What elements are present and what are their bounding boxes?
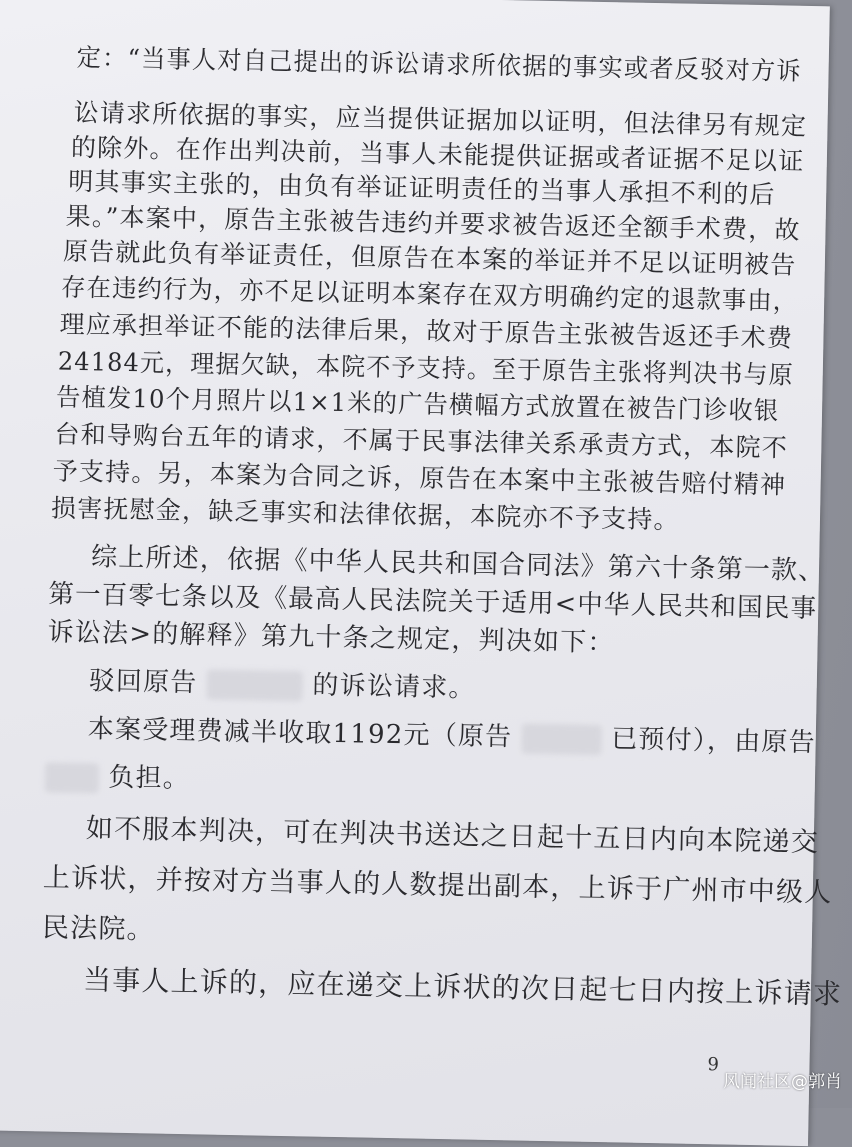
body-line-6: 原告就此负有举证责任，但原告在本案的举证并不足以证明被告: [63, 232, 797, 282]
body-line-2: 讼请求所依据的事实，应当提供证据加以证明，但法律另有规定: [73, 93, 807, 143]
body-line-11: 台和导购台五年的请求，不属于民事法律关系承责方式，本院不: [54, 415, 788, 465]
body-line-13: 损害抚慰金，缺乏事实和法律依据，本院亦不予支持。: [51, 488, 680, 536]
verdict-fee-middle: 已预付），由原告: [611, 724, 816, 758]
verdict-fee-continuation: 负担。: [108, 763, 190, 795]
appeal-line-2: 上诉状，并按对方当事人的人数提出副本，上诉于广州市中级人: [43, 855, 833, 909]
redacted-plaintiff-name-2: [521, 724, 602, 756]
verdict-fee-line: [88, 708, 817, 759]
redacted-plaintiff-name-3: [45, 762, 100, 793]
verdict-reject-prefix: 驳回原告: [88, 666, 197, 698]
summary-line-3: 诉讼法>的解释》第九十条之规定，判决如下：: [47, 611, 615, 659]
verdict-fee-prefix: 本案受理费减半收取1192元（原告: [88, 714, 513, 752]
appeal-line-4: 当事人上诉的，应在递交上诉状的次日起七日内按上诉请求: [83, 958, 843, 1013]
body-line-9: 24184元，理据欠缺，本院不予支持。至于原告主张将判决书与原: [58, 342, 795, 392]
body-line-1: 定：“当事人对自己提出的诉讼请求所依据的事实或者反驳对方诉: [76, 38, 802, 88]
body-line-8: 理应承担举证不能的法律后果，故对于原告主张被告返还手术费: [59, 305, 793, 355]
summary-line-1: 综上所述，依据《中华人民共和国合同法》第六十条第一款、: [91, 536, 826, 587]
body-line-5: 果。”本案中，原告主张被告违约并要求被告返还全额手术费，故: [65, 197, 801, 247]
summary-line-2: 第一百零七条以及《最高人民法院关于适用<中华人民共和国民事: [48, 573, 817, 625]
verdict-reject-suffix: 的诉讼请求。: [312, 671, 476, 704]
page-number: 9: [707, 1054, 720, 1075]
body-line-4: 明其事实主张的，由负有举证证明责任的当事人承担不利的后: [68, 162, 776, 212]
appeal-line-3: 民法院。: [42, 905, 156, 946]
redacted-plaintiff-name: [207, 669, 304, 701]
body-line-10: 告植发10个月照片以1×1米的广告横幅方式放置在被告门诊收银: [56, 378, 780, 428]
body-line-12: 予支持。另，本案为合同之诉，原告在本案中主张被告赔付精神: [52, 451, 786, 501]
verdict-reject-line: [88, 660, 476, 704]
body-line-7: 存在违约行为，亦不足以证明本案存在双方明确约定的退款事由，: [61, 268, 799, 318]
verdict-fee-continuation-line: [45, 755, 191, 795]
appeal-line-1: 如不服本判决，可在判决书送达之日起十五日内向本院递交: [86, 806, 820, 859]
watermark-text: 风闻社区@郭肖: [723, 1067, 842, 1092]
body-line-3: 的除外。在作出判决前，当事人未能提供证据或者证据不足以证: [71, 128, 805, 178]
